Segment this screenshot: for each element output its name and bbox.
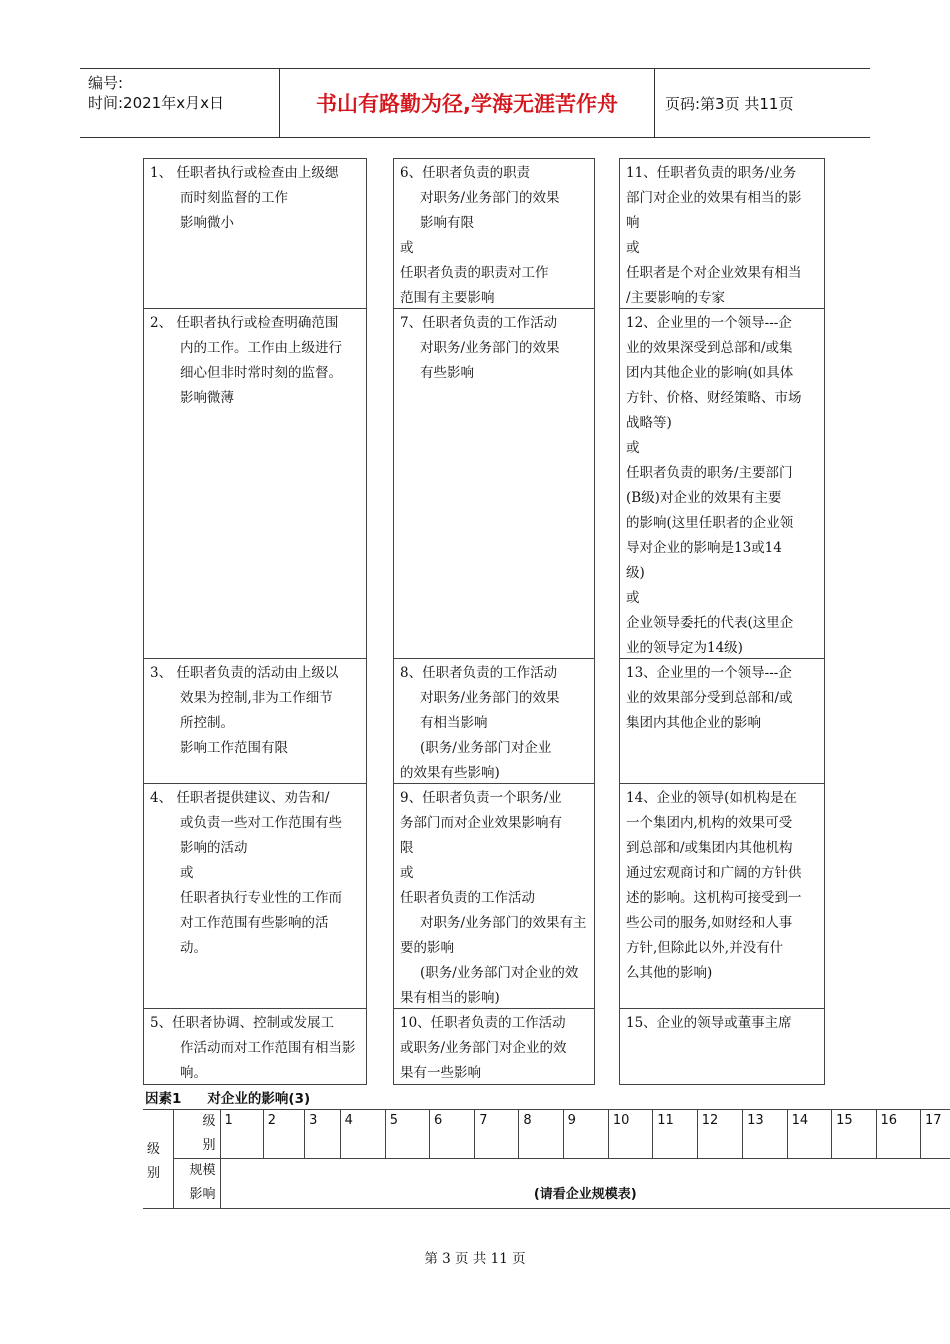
level-text-line: 而时刻监督的工作 (180, 190, 288, 206)
level-text-line: 影响工作范围有限 (180, 740, 288, 756)
level-text-line: 果有相当的影响) (400, 990, 500, 1006)
level-text-line: 3、 任职者负责的活动由上级以 (150, 665, 339, 681)
level-text-line: 通过宏观商讨和广阔的方针供 (626, 865, 802, 881)
level-column-3 (619, 158, 825, 1085)
level-text-line: 或 (626, 440, 640, 456)
level-text-line: 细心但非时常时刻的监督。 (180, 365, 342, 381)
level-text-line: 对工作范围有些影响的活 (180, 915, 329, 931)
level-column-2 (393, 158, 595, 1085)
level-text-line: 到总部和/或集团内其他机构 (626, 840, 793, 856)
level-text-line: 企业领导委托的代表(这里企 (626, 615, 794, 631)
level-text-line: 有相当影响 (420, 715, 488, 731)
level-text-line: 集团内其他企业的影响 (626, 715, 761, 731)
level-text-line: 影响有限 (420, 215, 474, 231)
level-text-line: 有些影响 (420, 365, 474, 381)
level-number: 8 (519, 1110, 563, 1159)
level-text-line: 14、企业的领导(如机构是在 (626, 790, 797, 806)
corner-left-label: 级别 (143, 1110, 173, 1209)
level-cell (144, 309, 366, 659)
level-number: 2 (263, 1110, 304, 1159)
level-text-line: 限 (400, 840, 414, 856)
level-text-line: 范围有主要影响 (400, 290, 495, 306)
level-text-line: 动。 (180, 940, 207, 956)
level-cell (144, 659, 366, 784)
level-number: 11 (653, 1110, 697, 1159)
level-text-line: 任职者负责的职务/主要部门 (626, 465, 793, 481)
level-text-line: 任职者负责的职责对工作 (400, 265, 549, 281)
level-number: 14 (787, 1110, 831, 1159)
level-text-line: 的效果有些影响) (400, 765, 500, 781)
level-text-line: 要的影响 (400, 940, 454, 956)
factor-title: 对企业的影响(3) (207, 1091, 311, 1107)
level-number: 10 (608, 1110, 652, 1159)
level-text-line: 2、 任职者执行或检查明确范围 (150, 315, 339, 331)
level-cell (394, 784, 594, 1009)
level-text-line: 10、任职者负责的工作活动 (400, 1015, 566, 1031)
level-text-line: 6、任职者负责的职责 (400, 165, 531, 181)
level-number: 15 (832, 1110, 876, 1159)
level-text-line: 影响微小 (180, 215, 234, 231)
level-text-line: 1、 任职者执行或检查由上级缌 (150, 165, 339, 181)
level-text-line: 对职务/业务部门的效果 (420, 190, 560, 206)
level-text-line: 或 (626, 240, 640, 256)
level-cell (394, 309, 594, 659)
level-text-line: 13、企业里的一个领导---企 (626, 665, 792, 681)
factor-label: 因素1 (145, 1091, 182, 1107)
level-text-line: 作活动而对工作范围有相当影 (180, 1040, 356, 1056)
scale-impact-label: 规模影响 (173, 1159, 220, 1209)
level-number: 13 (743, 1110, 787, 1159)
level-text-line: 任职者执行专业性的工作而 (180, 890, 342, 906)
level-text-line: (职务/业务部门对企业的效 (420, 965, 579, 981)
level-cell (144, 1009, 366, 1084)
level-text-line: 所控制。 (180, 715, 234, 731)
level-text-line: 或负责一些对工作范围有些 (180, 815, 342, 831)
level-text-line: 或 (400, 865, 414, 881)
level-text-line: 效果为控制,非为工作细节 (180, 690, 333, 706)
level-number: 12 (697, 1110, 742, 1159)
level-number: 4 (340, 1110, 385, 1159)
header-motto: 书山有路勤为径,学海无涯苦作舟 (280, 69, 655, 137)
level-text-line: 影响微薄 (180, 390, 234, 406)
level-cell (394, 1009, 594, 1084)
level-text-line: 团内其他企业的影响(如具体 (626, 365, 794, 381)
level-text-line: 对职务/业务部门的效果 (420, 340, 560, 356)
level-number: 6 (429, 1110, 474, 1159)
corner-top-label: 级别 (173, 1110, 220, 1159)
level-number: 1 (220, 1110, 263, 1159)
scale-impact-note: (请看企业规模表) (220, 1159, 950, 1209)
number-label: 编号: (88, 74, 124, 92)
level-text-line: 导对企业的影响是13或14 (626, 540, 782, 556)
factor-heading (145, 1087, 336, 1107)
level-cell (620, 159, 824, 309)
level-text-line: 响。 (180, 1065, 207, 1081)
level-text-line: 或 (400, 240, 414, 256)
level-number: 3 (305, 1110, 340, 1159)
level-cell (144, 159, 366, 309)
level-text-line: 5、任职者协调、控制或发展工 (150, 1015, 335, 1031)
level-table (143, 1109, 950, 1209)
level-text-line: 或 (180, 865, 194, 881)
level-text-line: (B级)对企业的效果有主要 (626, 490, 782, 506)
level-number: 16 (876, 1110, 920, 1159)
level-text-line: 么其他的影响) (626, 965, 713, 981)
level-text-line: 业的效果深受到总部和/或集 (626, 340, 793, 356)
level-text-line: 任职者是个对企业效果有相当 (626, 265, 802, 281)
level-text-line: 业的效果部分受到总部和/或 (626, 690, 793, 706)
level-text-line: 12、企业里的一个领导---企 (626, 315, 792, 331)
level-text-line: 方针,但除此以外,并没有什 (626, 940, 784, 956)
level-number: 17 (920, 1110, 950, 1159)
level-text-line: 些公司的服务,如财经和人事 (626, 915, 793, 931)
level-number: 9 (563, 1110, 608, 1159)
level-text-line: 部门对企业的效果有相当的影 (626, 190, 802, 206)
level-text-line: 对职务/业务部门的效果有主 (420, 915, 587, 931)
header-page-info: 页码:第3页 共11页 (665, 94, 794, 113)
level-text-line: 述的影响。这机构可接受到一 (626, 890, 802, 906)
level-text-line: 响 (626, 215, 640, 231)
level-text-line: 务部门而对企业效果影响有 (400, 815, 562, 831)
level-text-line: 对职务/业务部门的效果 (420, 690, 560, 706)
header-meta (80, 69, 280, 137)
level-cell (394, 159, 594, 309)
level-text-line: 7、任职者负责的工作活动 (400, 315, 558, 331)
level-text-line: 方针、价格、财经策略、市场 (626, 390, 802, 406)
level-text-line: 内的工作。工作由上级进行 (180, 340, 342, 356)
level-text-line: 一个集团内,机构的效果可受 (626, 815, 793, 831)
level-cell (394, 659, 594, 784)
level-text-line: 级) (626, 565, 645, 581)
level-text-line: 11、任职者负责的职务/业务 (626, 165, 797, 181)
level-text-line: 影响的活动 (180, 840, 248, 856)
page-footer: 第 3 页 共 11 页 (424, 1251, 526, 1267)
level-text-line: 9、任职者负责一个职务/业 (400, 790, 562, 806)
level-text-line: 15、企业的领导或董事主席 (626, 1015, 792, 1031)
level-text-line: 的影响(这里任职者的企业领 (626, 515, 794, 531)
level-number: 5 (385, 1110, 429, 1159)
level-number: 7 (475, 1110, 519, 1159)
level-cell (620, 309, 824, 659)
level-cell (620, 784, 824, 1009)
level-text-line: 或 (626, 590, 640, 606)
level-text-line: (职务/业务部门对企业 (420, 740, 552, 756)
level-cell (620, 659, 824, 784)
level-text-line: 8、任职者负责的工作活动 (400, 665, 558, 681)
level-text-line: 战略等) (626, 415, 672, 431)
level-column-1 (143, 158, 367, 1085)
level-text-line: 任职者负责的工作活动 (400, 890, 535, 906)
time-label: 时间:2021年x月x日 (88, 94, 224, 112)
level-cell (144, 784, 366, 1009)
level-text-line: 4、 任职者提供建议、劝告和/ (150, 790, 330, 806)
level-cell (620, 1009, 824, 1084)
level-text-line: 或职务/业务部门对企业的效 (400, 1040, 567, 1056)
level-text-line: 业的领导定为14级) (626, 640, 743, 656)
page-header (80, 68, 870, 138)
level-text-line: 果有一些影响 (400, 1065, 481, 1081)
level-text-line: /主要影响的专家 (626, 290, 726, 306)
